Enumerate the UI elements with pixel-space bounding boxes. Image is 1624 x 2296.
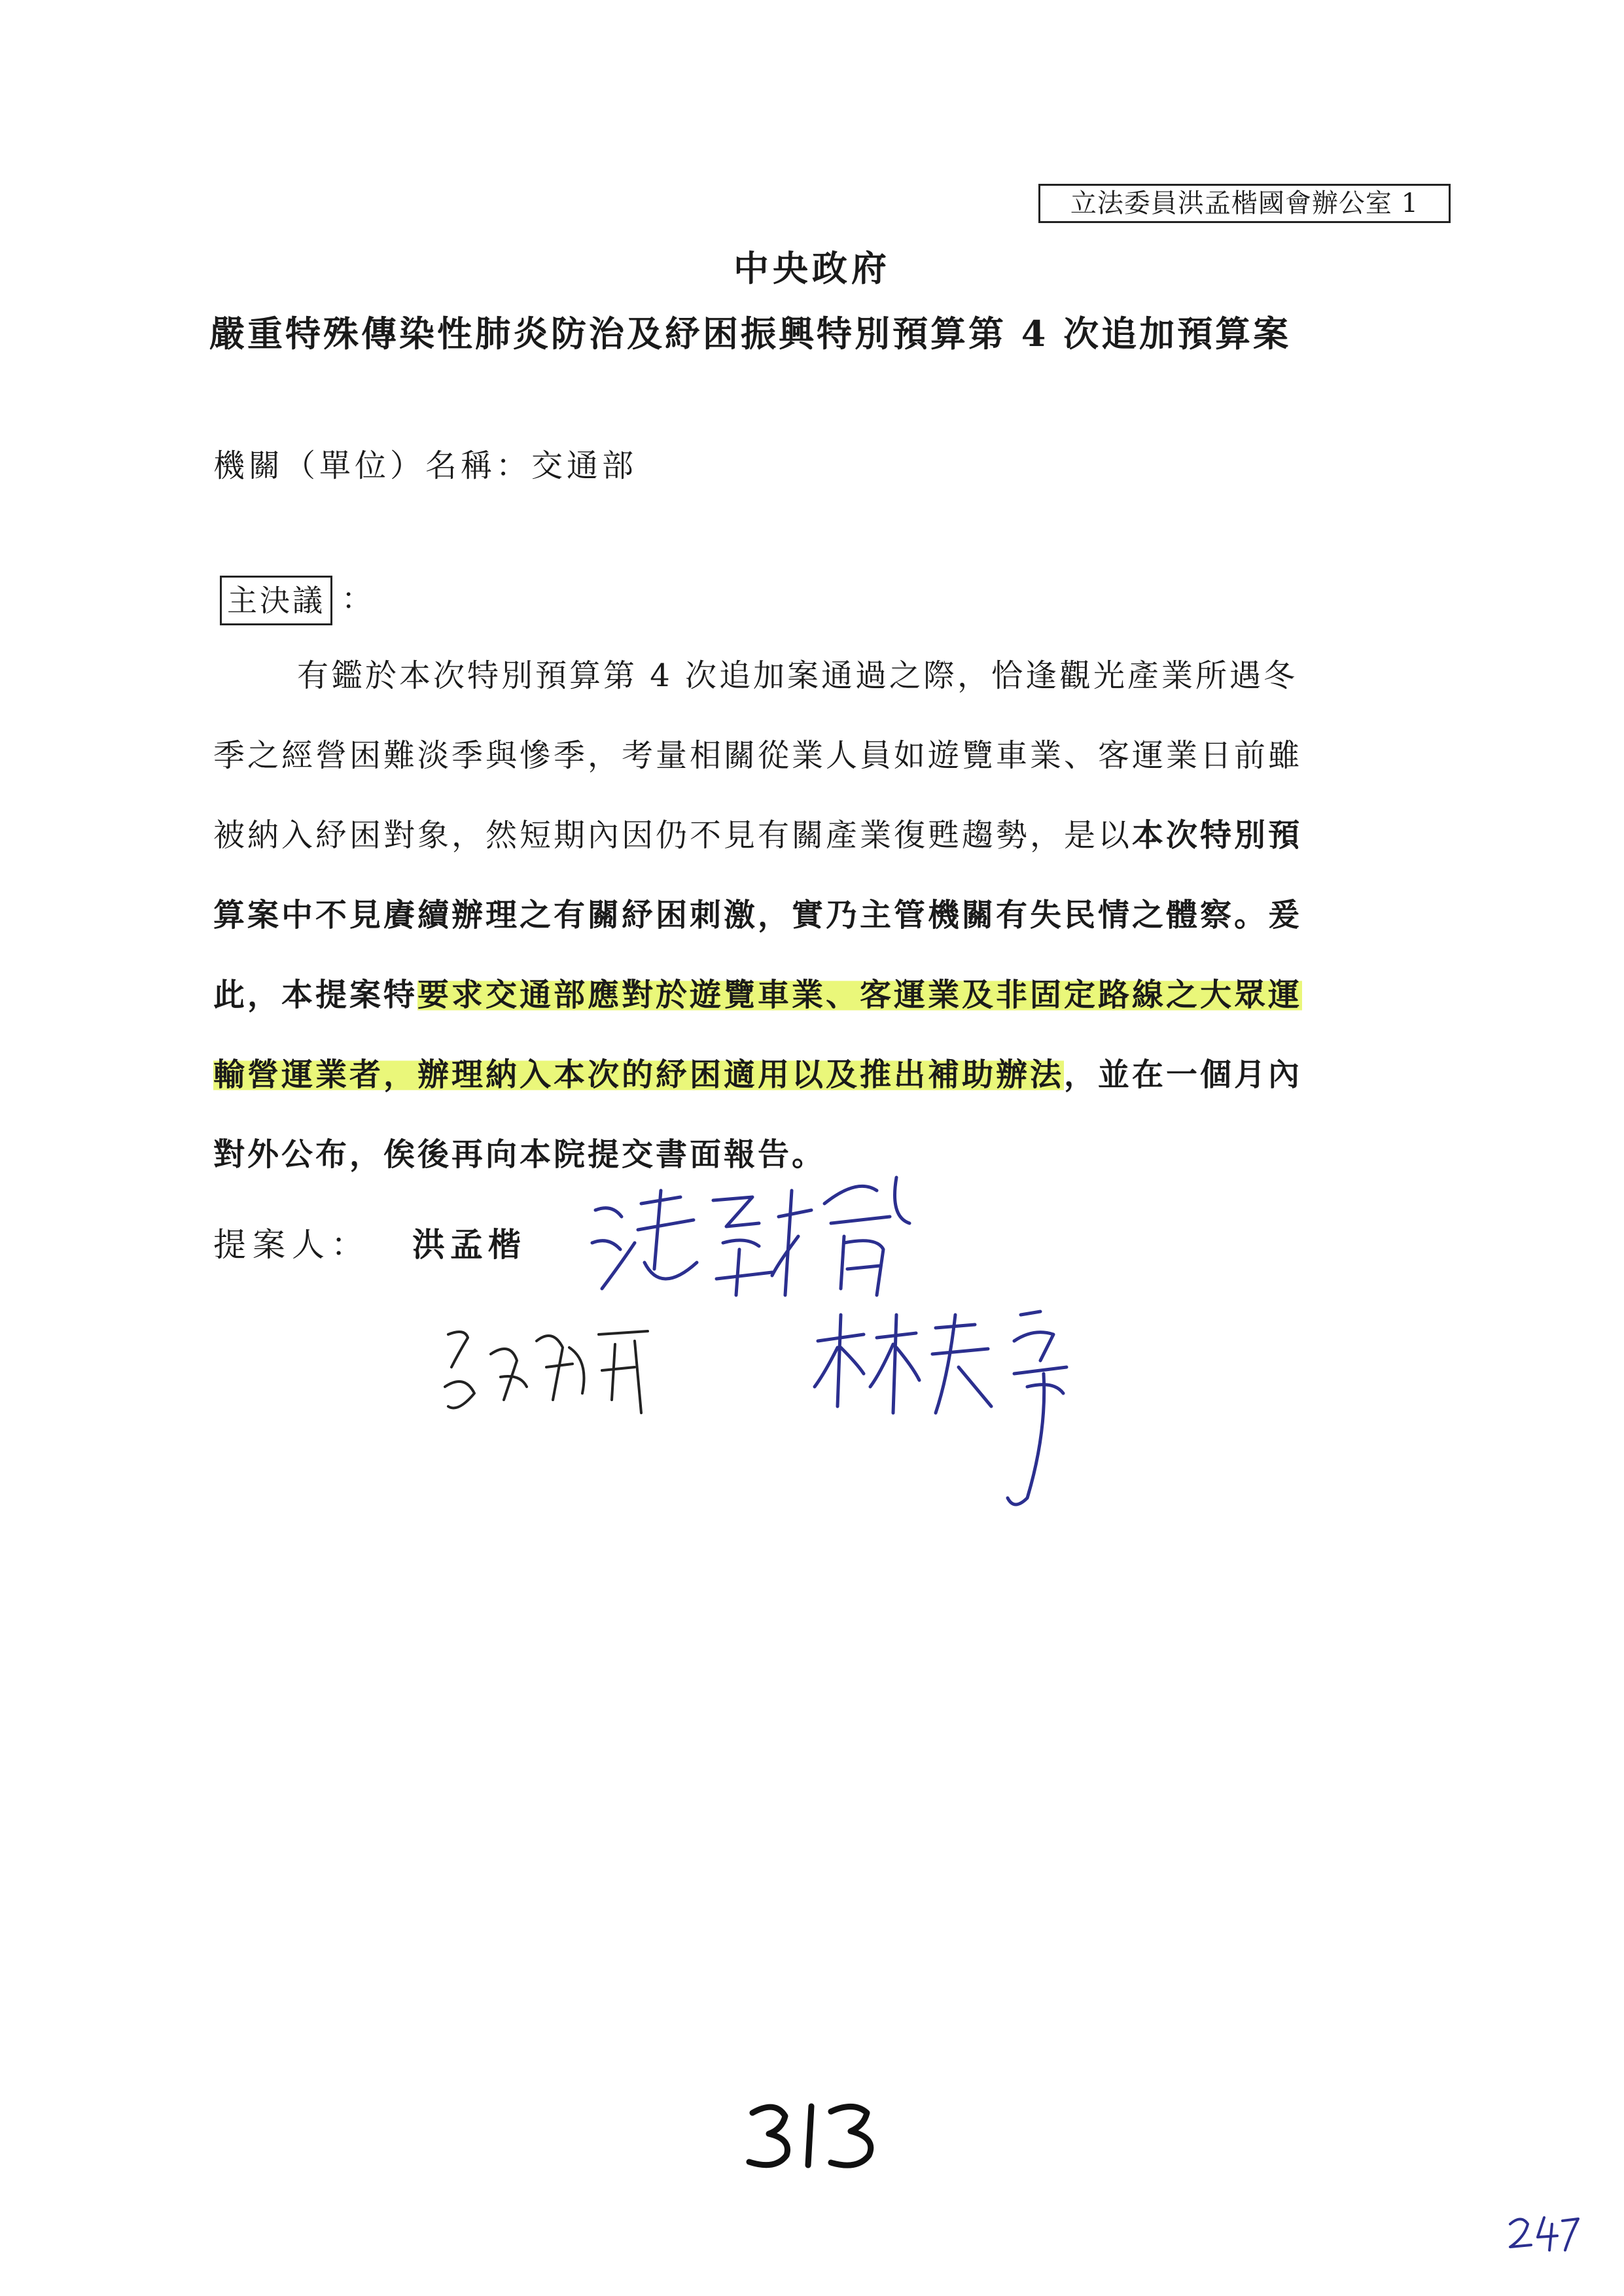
body-line <box>213 1053 1443 1096</box>
body-line <box>213 973 1443 1017</box>
body-line <box>213 814 1443 857</box>
body-line <box>213 734 1443 777</box>
proposer-name: 洪孟楷 <box>412 1225 526 1264</box>
body-text-bold: 對外公布，俟後再向本院提交書面報告。 <box>213 1136 826 1173</box>
agency-label: 機關（單位）名稱： <box>213 447 532 484</box>
body-text-bold: 此，本提案特 <box>213 977 418 1013</box>
body-line <box>213 894 1443 937</box>
signature-3 <box>805 1302 1119 1518</box>
highlighted-text: 要求交通部應對於遊覽車業、客運業及非固定路線之大眾運 <box>417 977 1303 1013</box>
body-text-bold: ，並在一個月內 <box>1064 1056 1303 1093</box>
body-line <box>297 654 1527 697</box>
decision-label: 主決議 <box>220 576 332 625</box>
highlighted-text: 輸營運業者，辦理納入本次的紓困適用以及推出補助辦法 <box>213 1056 1065 1093</box>
signature-2 <box>438 1315 674 1419</box>
document-title: 中央政府 <box>733 247 891 289</box>
agency-line <box>213 445 637 487</box>
body-text-bold: 算案中不見賡續辦理之有關紓困刺激，實乃主管機關有失民情之體察。爰 <box>213 897 1303 933</box>
signature-1 <box>582 1164 923 1315</box>
handwritten-page-number <box>739 2093 896 2178</box>
body-text: 被納入紓困對象，然短期內因仍不見有關產業復甦趨勢，是以 <box>213 817 1133 854</box>
document-subtitle: 嚴重特殊傳染性肺炎防治及紓困振興特別預算第 4 次追加預算案 <box>209 313 1292 355</box>
decision-colon: ： <box>342 581 372 616</box>
agency-value: 交通部 <box>531 447 638 484</box>
office-stamp: 立法委員洪孟楷國會辦公室 1 <box>1038 184 1451 223</box>
body-text: 季之經營困難淡季與慘季，考量相關從業人員如遊覽車業、客運業日前雖 <box>213 737 1303 774</box>
body-text: 有鑑於本次特別預算第 4 次追加案通過之際，恰逢觀光產業所遇冬 <box>297 657 1298 694</box>
body-text-bold: 本次特別預 <box>1132 817 1303 854</box>
proposer-label: 提案人： <box>213 1226 370 1264</box>
handwritten-corner-number <box>1505 2211 1583 2257</box>
